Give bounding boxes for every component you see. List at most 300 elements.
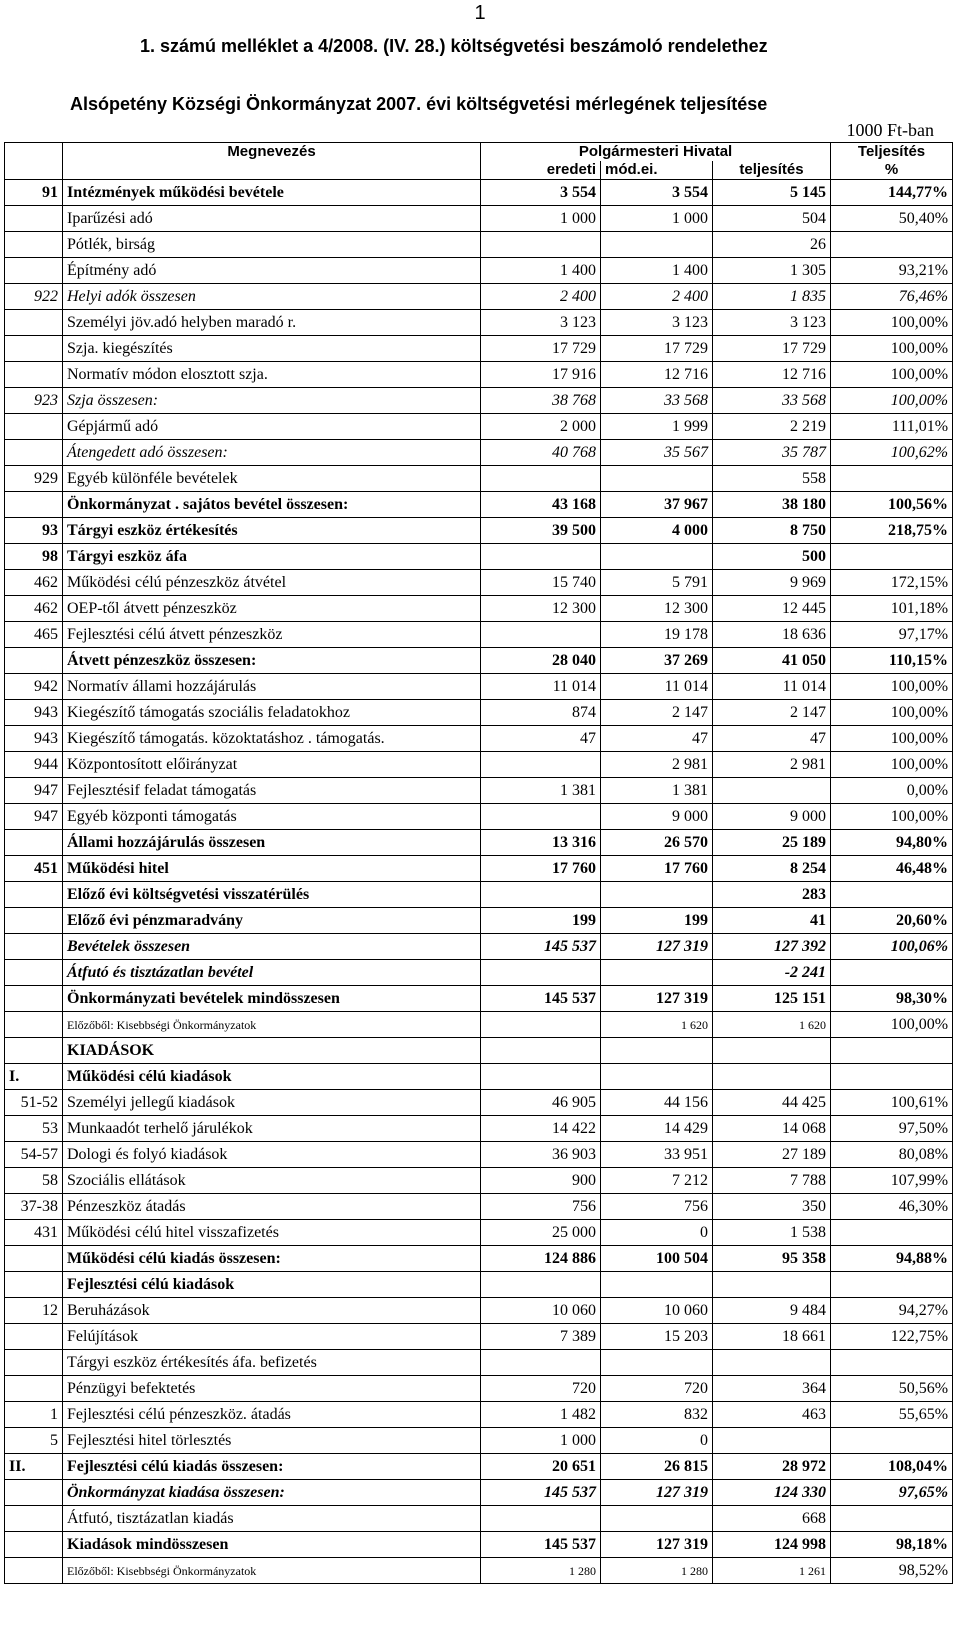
row-label: Személyi jellegű kiadások [63,1090,481,1116]
row-teljesites: 2 219 [713,414,831,440]
row-modositott [601,960,713,986]
row-modositott: 127 319 [601,1532,713,1558]
row-percent: 110,15% [831,648,953,674]
row-teljesites: 18 636 [713,622,831,648]
row-code: 462 [5,570,63,596]
row-teljesites: 41 050 [713,648,831,674]
row-modositott: 3 554 [601,180,713,206]
row-teljesites: 14 068 [713,1116,831,1142]
row-code: 922 [5,284,63,310]
row-percent: 144,77% [831,180,953,206]
row-modositott: 19 178 [601,622,713,648]
row-teljesites: 35 787 [713,440,831,466]
row-code [5,492,63,518]
row-eredeti: 1 000 [481,1428,601,1454]
row-label: Kiadások mindösszesen [63,1532,481,1558]
row-eredeti: 17 916 [481,362,601,388]
row-code [5,258,63,284]
row-code: 943 [5,700,63,726]
row-modositott: 199 [601,908,713,934]
row-modositott [601,466,713,492]
row-code: 12 [5,1298,63,1324]
row-label: Személyi jöv.adó helyben maradó r. [63,310,481,336]
row-modositott [601,1272,713,1298]
table-row [5,492,953,518]
row-percent [831,466,953,492]
row-code: 98 [5,544,63,570]
row-modositott [601,232,713,258]
row-code [5,908,63,934]
row-percent: 55,65% [831,1402,953,1428]
table-row [5,570,953,596]
row-modositott: 1 400 [601,258,713,284]
row-modositott: 4 000 [601,518,713,544]
row-percent: 100,00% [831,310,953,336]
header-group: Polgármesteri Hivatal [481,143,831,162]
row-percent: 100,00% [831,700,953,726]
row-modositott: 17 729 [601,336,713,362]
row-label: Önkormányzat . sajátos bevétel összesen: [63,492,481,518]
row-eredeti: 1 381 [481,778,601,804]
row-percent [831,1064,953,1090]
row-teljesites: 12 445 [713,596,831,622]
row-code [5,206,63,232]
row-percent [831,1506,953,1532]
table-row [5,726,953,752]
row-teljesites: 668 [713,1506,831,1532]
row-modositott: 756 [601,1194,713,1220]
row-label: Szja összesen: [63,388,481,414]
row-teljesites: 500 [713,544,831,570]
header-eredeti: eredeti [481,161,601,180]
row-eredeti: 7 389 [481,1324,601,1350]
row-modositott: 127 319 [601,986,713,1012]
table-row [5,518,953,544]
row-eredeti: 36 903 [481,1142,601,1168]
row-modositott: 15 203 [601,1324,713,1350]
row-percent: 50,56% [831,1376,953,1402]
row-code [5,1324,63,1350]
row-eredeti [481,1272,601,1298]
row-label: Felújítások [63,1324,481,1350]
row-modositott: 26 570 [601,830,713,856]
row-code [5,1558,63,1584]
row-code [5,414,63,440]
row-eredeti: 145 537 [481,934,601,960]
row-percent: 94,80% [831,830,953,856]
row-eredeti: 874 [481,700,601,726]
row-teljesites: 504 [713,206,831,232]
row-label: Fejlesztési célú kiadás összesen: [63,1454,481,1480]
table-row [5,1454,953,1480]
row-label: Előzőből: Kisebbségi Önkormányzatok [63,1012,481,1038]
table-row [5,1272,953,1298]
row-label: Beruházások [63,1298,481,1324]
row-teljesites: 1 261 [713,1558,831,1584]
table-row [5,908,953,934]
row-code [5,648,63,674]
row-label: Átfutó és tisztázatlan bevétel [63,960,481,986]
row-teljesites: 8 750 [713,518,831,544]
row-label: Működési célú hitel visszafizetés [63,1220,481,1246]
row-teljesites: 44 425 [713,1090,831,1116]
row-eredeti: 43 168 [481,492,601,518]
row-eredeti [481,232,601,258]
row-percent: 0,00% [831,778,953,804]
row-label: Építmény adó [63,258,481,284]
row-modositott: 33 568 [601,388,713,414]
row-teljesites [713,1064,831,1090]
table-row [5,1402,953,1428]
table-row [5,804,953,830]
row-eredeti [481,1350,601,1376]
table-row [5,596,953,622]
table-row [5,700,953,726]
table-row [5,206,953,232]
row-code: 942 [5,674,63,700]
row-code: 37-38 [5,1194,63,1220]
table-row [5,1298,953,1324]
row-label: Normatív állami hozzájárulás [63,674,481,700]
row-code [5,1506,63,1532]
row-teljesites: 9 969 [713,570,831,596]
table-row [5,180,953,206]
row-modositott: 2 400 [601,284,713,310]
row-modositott: 10 060 [601,1298,713,1324]
table-row [5,882,953,908]
row-modositott: 33 951 [601,1142,713,1168]
row-label: Fejlesztési célú pénzeszköz. átadás [63,1402,481,1428]
row-teljesites: 9 484 [713,1298,831,1324]
row-eredeti: 199 [481,908,601,934]
table-row [5,258,953,284]
row-label: Működési hitel [63,856,481,882]
row-teljesites [713,1428,831,1454]
row-label: Állami hozzájárulás összesen [63,830,481,856]
row-percent: 100,61% [831,1090,953,1116]
row-percent: 100,00% [831,674,953,700]
row-modositott: 5 791 [601,570,713,596]
row-eredeti: 145 537 [481,986,601,1012]
table-row [5,1480,953,1506]
row-teljesites: 11 014 [713,674,831,700]
row-code: 943 [5,726,63,752]
row-percent: 100,00% [831,336,953,362]
table-row [5,1038,953,1064]
row-eredeti: 14 422 [481,1116,601,1142]
row-code [5,830,63,856]
row-code: 54-57 [5,1142,63,1168]
row-teljesites: 1 538 [713,1220,831,1246]
row-code [5,1480,63,1506]
row-modositott [601,882,713,908]
row-eredeti [481,466,601,492]
balance-table [4,142,953,1584]
row-teljesites: 27 189 [713,1142,831,1168]
row-modositott: 1 620 [601,1012,713,1038]
row-teljesites: 33 568 [713,388,831,414]
row-modositott: 3 123 [601,310,713,336]
row-percent: 98,18% [831,1532,953,1558]
row-modositott: 47 [601,726,713,752]
table-row [5,830,953,856]
row-code: 53 [5,1116,63,1142]
row-code [5,1532,63,1558]
row-percent [831,232,953,258]
row-modositott: 44 156 [601,1090,713,1116]
table-row [5,336,953,362]
row-teljesites: -2 241 [713,960,831,986]
row-teljesites: 12 716 [713,362,831,388]
row-modositott: 0 [601,1220,713,1246]
row-teljesites: 283 [713,882,831,908]
row-modositott: 2 981 [601,752,713,778]
row-label: Szja. kiegészítés [63,336,481,362]
row-eredeti: 25 000 [481,1220,601,1246]
row-eredeti: 145 537 [481,1532,601,1558]
row-percent: 98,30% [831,986,953,1012]
row-modositott [601,544,713,570]
row-eredeti [481,1012,601,1038]
row-percent: 50,40% [831,206,953,232]
table-row [5,960,953,986]
row-eredeti [481,804,601,830]
row-eredeti [481,544,601,570]
table-row [5,1142,953,1168]
row-percent: 80,08% [831,1142,953,1168]
row-label: Átfutó, tisztázatlan kiadás [63,1506,481,1532]
row-modositott: 1 000 [601,206,713,232]
row-label: Önkormányzati bevételek mindösszesen [63,986,481,1012]
row-code: 431 [5,1220,63,1246]
header-name: Megnevezés [63,143,481,162]
row-modositott [601,1064,713,1090]
row-modositott: 17 760 [601,856,713,882]
row-eredeti: 1 280 [481,1558,601,1584]
row-label: Fejlesztési célú átvett pénzeszköz [63,622,481,648]
row-code: 451 [5,856,63,882]
row-eredeti [481,1038,601,1064]
row-percent: 46,30% [831,1194,953,1220]
row-percent: 100,62% [831,440,953,466]
row-code [5,232,63,258]
row-eredeti: 756 [481,1194,601,1220]
row-modositott [601,1350,713,1376]
table-row [5,1350,953,1376]
row-code: II. [5,1454,63,1480]
row-teljesites: 18 661 [713,1324,831,1350]
row-code: 947 [5,804,63,830]
row-percent: 20,60% [831,908,953,934]
row-label: Tárgyi eszköz áfa [63,544,481,570]
row-modositott: 12 300 [601,596,713,622]
table-row [5,752,953,778]
header-teljesites: teljesítés [713,161,831,180]
table-row [5,414,953,440]
row-modositott: 7 212 [601,1168,713,1194]
row-modositott: 9 000 [601,804,713,830]
table-row [5,934,953,960]
row-label: Dologi és folyó kiadások [63,1142,481,1168]
row-modositott: 11 014 [601,674,713,700]
row-label: Szociális ellátások [63,1168,481,1194]
row-eredeti: 11 014 [481,674,601,700]
row-modositott: 35 567 [601,440,713,466]
row-label: Átvett pénzeszköz összesen: [63,648,481,674]
row-modositott: 1 999 [601,414,713,440]
row-percent: 122,75% [831,1324,953,1350]
row-modositott [601,1506,713,1532]
row-eredeti: 720 [481,1376,601,1402]
row-eredeti: 2 400 [481,284,601,310]
row-modositott: 37 269 [601,648,713,674]
unit-label: 1000 Ft-ban [846,120,934,140]
row-percent: 97,17% [831,622,953,648]
row-teljesites: 26 [713,232,831,258]
row-modositott: 12 716 [601,362,713,388]
row-code: 51-52 [5,1090,63,1116]
table-row [5,1246,953,1272]
row-code: 58 [5,1168,63,1194]
row-percent: 94,88% [831,1246,953,1272]
row-percent: 100,56% [831,492,953,518]
header-row-2 [5,161,953,180]
row-label: Egyéb különféle bevételek [63,466,481,492]
row-eredeti: 145 537 [481,1480,601,1506]
row-code [5,1350,63,1376]
row-eredeti: 3 554 [481,180,601,206]
row-modositott: 127 319 [601,934,713,960]
row-label: Fejlesztési hitel törlesztés [63,1428,481,1454]
row-modositott: 2 147 [601,700,713,726]
row-teljesites: 124 330 [713,1480,831,1506]
row-label: Előzőből: Kisebbségi Önkormányzatok [63,1558,481,1584]
row-percent: 76,46% [831,284,953,310]
table-row [5,1376,953,1402]
row-eredeti: 1 000 [481,206,601,232]
row-percent: 100,00% [831,752,953,778]
row-percent [831,1038,953,1064]
header-row-1 [5,143,953,162]
row-eredeti: 38 768 [481,388,601,414]
row-teljesites: 95 358 [713,1246,831,1272]
row-modositott: 1 381 [601,778,713,804]
row-label: Egyéb központi támogatás [63,804,481,830]
row-percent: 100,00% [831,1012,953,1038]
row-teljesites: 7 788 [713,1168,831,1194]
row-code [5,362,63,388]
row-label: Munkaadót terhelő járulékok [63,1116,481,1142]
row-eredeti: 39 500 [481,518,601,544]
row-teljesites: 9 000 [713,804,831,830]
row-modositott: 0 [601,1428,713,1454]
row-percent: 100,00% [831,388,953,414]
row-modositott: 1 280 [601,1558,713,1584]
row-eredeti: 15 740 [481,570,601,596]
row-label: Előző évi pénzmaradvány [63,908,481,934]
row-eredeti: 2 000 [481,414,601,440]
row-label: Előző évi költségvetési visszatérülés [63,882,481,908]
row-label: Intézmények működési bevétele [63,180,481,206]
row-teljesites: 364 [713,1376,831,1402]
document-title: 1. számú melléklet a 4/2008. (IV. 28.) költségvetési beszámoló rendelethez [140,36,768,56]
row-code: 944 [5,752,63,778]
row-eredeti [481,960,601,986]
document-subtitle: Alsópetény Községi Önkormányzat 2007. évi költségvetési mérlegének teljesítése [70,94,768,114]
table-row [5,1506,953,1532]
row-code: 5 [5,1428,63,1454]
row-teljesites: 3 123 [713,310,831,336]
row-eredeti: 47 [481,726,601,752]
row-percent [831,1272,953,1298]
row-teljesites: 41 [713,908,831,934]
row-label: OEP-től átvett pénzeszköz [63,596,481,622]
row-percent: 100,00% [831,362,953,388]
row-code: 1 [5,1402,63,1428]
row-code [5,882,63,908]
table-row [5,1428,953,1454]
row-modositott: 720 [601,1376,713,1402]
row-eredeti [481,622,601,648]
row-percent: 46,48% [831,856,953,882]
row-percent [831,1428,953,1454]
table-row [5,1012,953,1038]
row-label: Tárgyi eszköz értékesítés [63,518,481,544]
row-percent [831,1220,953,1246]
row-modositott: 14 429 [601,1116,713,1142]
row-eredeti: 17 729 [481,336,601,362]
row-code [5,1272,63,1298]
row-percent: 172,15% [831,570,953,596]
row-eredeti: 1 400 [481,258,601,284]
row-modositott [601,1038,713,1064]
table-row [5,1324,953,1350]
row-percent: 111,01% [831,414,953,440]
row-code [5,934,63,960]
row-label: Működési célú kiadás összesen: [63,1246,481,1272]
row-code: 91 [5,180,63,206]
row-modositott: 127 319 [601,1480,713,1506]
table-row [5,1194,953,1220]
table-row [5,622,953,648]
row-teljesites: 124 998 [713,1532,831,1558]
row-teljesites: 2 147 [713,700,831,726]
row-eredeti: 17 760 [481,856,601,882]
row-eredeti: 40 768 [481,440,601,466]
row-eredeti: 12 300 [481,596,601,622]
row-label: Fejlesztésif feladat támogatás [63,778,481,804]
row-percent: 94,27% [831,1298,953,1324]
row-eredeti: 46 905 [481,1090,601,1116]
row-code: I. [5,1064,63,1090]
row-label: Kiegészítő támogatás. közoktatáshoz . támogatás. [63,726,481,752]
row-teljesites: 17 729 [713,336,831,362]
row-teljesites: 1 835 [713,284,831,310]
table-row [5,674,953,700]
row-teljesites: 38 180 [713,492,831,518]
row-code [5,440,63,466]
row-code [5,310,63,336]
row-eredeti: 20 651 [481,1454,601,1480]
row-percent: 100,00% [831,726,953,752]
row-label: Működési célú pénzeszköz átvétel [63,570,481,596]
row-percent [831,960,953,986]
row-teljesites: 8 254 [713,856,831,882]
row-label: Pénzeszköz átadás [63,1194,481,1220]
row-eredeti [481,752,601,778]
row-teljesites [713,1038,831,1064]
table-row [5,1090,953,1116]
